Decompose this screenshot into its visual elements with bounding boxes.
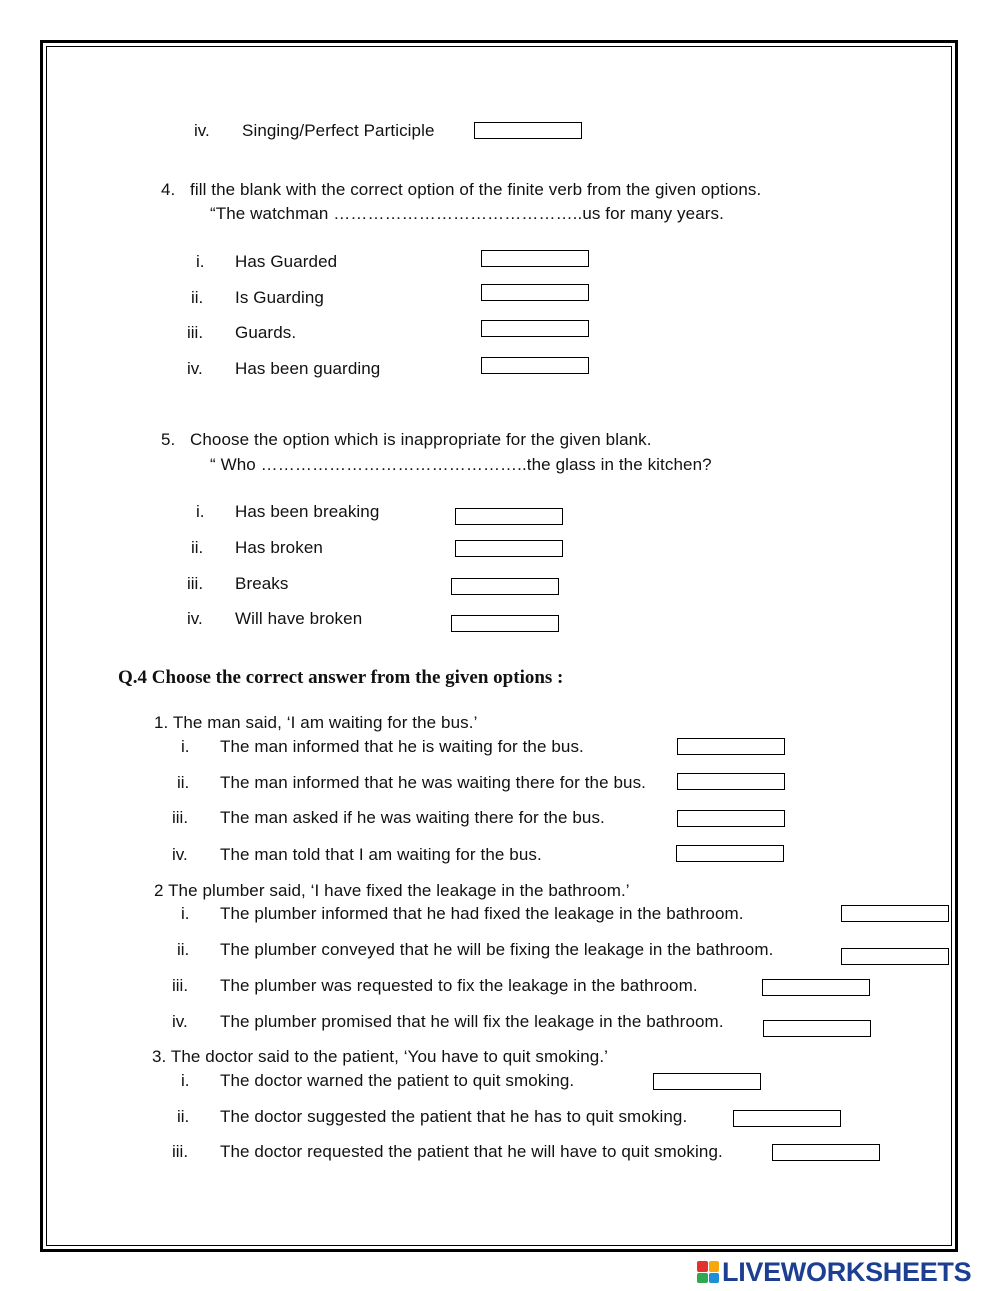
option-number: iv. [187, 359, 203, 378]
question-number: 5. [161, 430, 176, 449]
option-text: Has been breaking [235, 502, 380, 521]
logo-text: LIVEWORKSHEETS [722, 1257, 972, 1287]
option-text: The plumber conveyed that he will be fixing the leakage in the bathroom. [220, 940, 774, 959]
answer-box[interactable] [772, 1144, 880, 1161]
option-number: iii. [172, 1142, 189, 1161]
answer-box[interactable] [481, 284, 589, 301]
option-text: The plumber was requested to fix the leakage in the bathroom. [220, 976, 698, 995]
option-number: i. [181, 1071, 190, 1090]
question-sentence: “The watchman ……………………………………..us for many years. [210, 204, 724, 223]
option-text: Is Guarding [235, 288, 324, 307]
option-number: ii. [177, 773, 190, 792]
answer-box[interactable] [763, 1020, 871, 1037]
logo-block [697, 1273, 708, 1284]
answer-box[interactable] [676, 845, 784, 862]
option-text: The doctor suggested the patient that he has to quit smoking. [220, 1107, 688, 1126]
option-text: Has broken [235, 538, 323, 557]
option-text: The man informed that he was waiting there for the bus. [220, 773, 647, 792]
option-text: Guards. [235, 323, 297, 342]
liveworksheets-logo[interactable] [697, 1258, 971, 1286]
option-number: iv. [172, 845, 188, 864]
answer-box[interactable] [451, 578, 559, 595]
option-number: ii. [191, 538, 204, 557]
option-text: The doctor requested the patient that he will have to quit smoking. [220, 1142, 723, 1161]
option-number: ii. [177, 940, 190, 959]
logo-blocks-icon [697, 1261, 719, 1283]
answer-box[interactable] [481, 250, 589, 267]
option-number: iii. [187, 323, 204, 342]
option-number: iii. [172, 808, 189, 827]
option-text: Has Guarded [235, 252, 338, 271]
answer-box[interactable] [474, 122, 582, 139]
option-number: i. [196, 502, 205, 521]
answer-box[interactable] [481, 357, 589, 374]
question-number: 4. [161, 180, 176, 199]
answer-box[interactable] [481, 320, 589, 337]
option-number: i. [181, 904, 190, 923]
option-number: i. [196, 252, 205, 271]
option-text: The plumber promised that he will fix the leakage in the bathroom. [220, 1012, 724, 1031]
question-stem: 3. The doctor said to the patient, ‘You have to quit smoking.’ [152, 1047, 609, 1066]
answer-box[interactable] [455, 508, 563, 525]
option-text: Breaks [235, 574, 289, 593]
option-text: Will have broken [235, 609, 363, 628]
answer-box[interactable] [451, 615, 559, 632]
answer-box[interactable] [455, 540, 563, 557]
logo-block [709, 1261, 720, 1272]
question-stem: 2 The plumber said, ‘I have fixed the leakage in the bathroom.’ [154, 881, 630, 900]
option-number: iv. [194, 121, 210, 140]
answer-box[interactable] [677, 738, 785, 755]
option-text: Singing/Perfect Participle [242, 121, 435, 140]
option-number: iii. [187, 574, 204, 593]
question-text: Choose the option which is inappropriate for the given blank. [190, 430, 652, 449]
question-stem: 1. The man said, ‘I am waiting for the bus.’ [154, 713, 478, 732]
logo-block [709, 1273, 720, 1284]
answer-box[interactable] [841, 905, 949, 922]
option-text: The man asked if he was waiting there for the bus. [220, 808, 605, 827]
option-text: The doctor warned the patient to quit smoking. [220, 1071, 575, 1090]
option-text: Has been guarding [235, 359, 381, 378]
answer-box[interactable] [677, 810, 785, 827]
option-number: ii. [191, 288, 204, 307]
option-text: The man informed that he is waiting for the bus. [220, 737, 584, 756]
answer-box[interactable] [653, 1073, 761, 1090]
question-text: fill the blank with the correct option of the finite verb from the given options. [190, 180, 762, 199]
answer-box[interactable] [841, 948, 949, 965]
answer-box[interactable] [677, 773, 785, 790]
answer-box[interactable] [733, 1110, 841, 1127]
option-number: i. [181, 737, 190, 756]
option-number: ii. [177, 1107, 190, 1126]
option-number: iv. [172, 1012, 188, 1031]
question-sentence: “ Who ………………………………………..the glass in the kitchen? [210, 455, 712, 474]
section-heading: Q.4 Choose the correct answer from the given options : [118, 667, 564, 688]
option-text: The man told that I am waiting for the bus. [220, 845, 542, 864]
option-number: iii. [172, 976, 189, 995]
option-number: iv. [187, 609, 203, 628]
logo-block [697, 1261, 708, 1272]
option-text: The plumber informed that he had fixed the leakage in the bathroom. [220, 904, 744, 923]
answer-box[interactable] [762, 979, 870, 996]
